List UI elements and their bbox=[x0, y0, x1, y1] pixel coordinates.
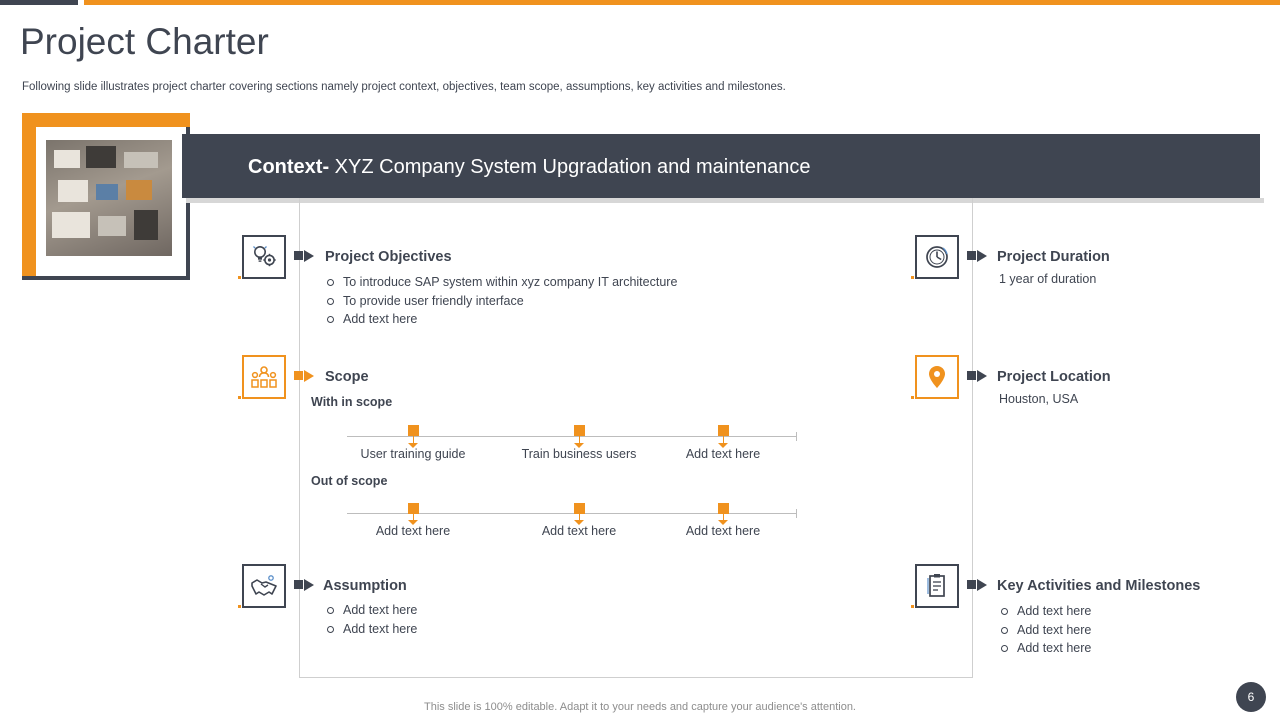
team-desk-photo bbox=[46, 140, 172, 256]
objectives-heading: Project Objectives bbox=[325, 249, 452, 265]
assumption-list bbox=[325, 601, 417, 638]
footer-note: This slide is 100% editable. Adapt it to your needs and capture your audience's attention. bbox=[424, 701, 856, 713]
within-scope-item-label: Train business users bbox=[521, 447, 637, 461]
duration-value: 1 year of duration bbox=[999, 272, 1097, 286]
context-value: XYZ Company System Upgradation and maintenance bbox=[334, 156, 811, 178]
scope-icon-box[interactable] bbox=[242, 355, 286, 399]
list-item: Add text here bbox=[325, 601, 417, 620]
frame-bar-bottom bbox=[22, 276, 190, 280]
team-scope-icon bbox=[250, 364, 278, 390]
page-number-badge: 6 bbox=[1236, 682, 1266, 712]
page-subtitle: Following slide illustrates project charter covering sections namely project context, objectives, team scope, assumptions, key activities and milestones. bbox=[22, 81, 786, 93]
scope-arrow-icon bbox=[294, 370, 314, 382]
assumption-arrow-icon bbox=[294, 579, 314, 591]
photo-frame bbox=[22, 113, 190, 280]
within-scope-timeline bbox=[347, 436, 797, 437]
out-of-scope-item-label: Add text here bbox=[685, 524, 761, 538]
checklist-clipboard-icon bbox=[924, 572, 950, 600]
milestones-heading: Key Activities and Milestones bbox=[997, 578, 1201, 594]
within-scope-node[interactable] bbox=[408, 425, 419, 436]
out-of-scope-node[interactable] bbox=[718, 503, 729, 514]
map-pin-icon bbox=[924, 363, 950, 391]
scope-heading: Scope bbox=[325, 369, 369, 385]
frame-bar-left bbox=[22, 113, 36, 280]
assumption-icon-box[interactable] bbox=[242, 564, 286, 608]
within-scope-timeline-endcap bbox=[796, 432, 797, 441]
list-item: Add text here bbox=[999, 602, 1091, 621]
list-item: Add text here bbox=[999, 639, 1091, 658]
milestones-arrow-icon bbox=[967, 579, 987, 591]
within-scope-item-label: User training guide bbox=[360, 447, 466, 461]
duration-arrow-icon bbox=[967, 250, 987, 262]
list-item: To introduce SAP system within xyz company IT architecture bbox=[325, 273, 677, 292]
top-accent-bar-orange bbox=[84, 0, 1280, 5]
list-item: Add text here bbox=[325, 310, 677, 329]
objectives-icon-box[interactable] bbox=[242, 235, 286, 279]
handshake-icon bbox=[250, 574, 278, 598]
milestones-list bbox=[999, 602, 1091, 658]
location-value: Houston, USA bbox=[999, 392, 1079, 406]
page-title: Project Charter bbox=[20, 21, 269, 62]
context-text bbox=[248, 154, 810, 180]
duration-heading: Project Duration bbox=[997, 249, 1110, 265]
list-item: Add text here bbox=[999, 621, 1091, 640]
clock-icon bbox=[923, 243, 951, 271]
out-of-scope-node[interactable] bbox=[408, 503, 419, 514]
out-of-scope-item-label: Add text here bbox=[541, 524, 617, 538]
lightbulb-gear-icon bbox=[250, 243, 278, 271]
within-scope-node[interactable] bbox=[718, 425, 729, 436]
location-icon-box[interactable] bbox=[915, 355, 959, 399]
context-label: Context- bbox=[248, 156, 330, 178]
objectives-list bbox=[325, 273, 677, 329]
duration-icon-box[interactable] bbox=[915, 235, 959, 279]
objectives-arrow-icon bbox=[294, 250, 314, 262]
location-arrow-icon bbox=[967, 370, 987, 382]
out-of-scope-item-label: Add text here bbox=[375, 524, 451, 538]
within-scope-item-label: Add text here bbox=[685, 447, 761, 461]
list-item: To provide user friendly interface bbox=[325, 292, 677, 311]
list-item: Add text here bbox=[325, 620, 417, 639]
within-scope-label: With in scope bbox=[311, 395, 393, 409]
assumption-heading: Assumption bbox=[323, 578, 407, 594]
milestones-icon-box[interactable] bbox=[915, 564, 959, 608]
out-of-scope-label: Out of scope bbox=[311, 474, 388, 488]
frame-bar-top bbox=[22, 113, 190, 127]
location-heading: Project Location bbox=[997, 369, 1111, 385]
out-of-scope-timeline-endcap bbox=[796, 509, 797, 518]
out-of-scope-node[interactable] bbox=[574, 503, 585, 514]
top-accent-bar-dark bbox=[0, 0, 78, 5]
within-scope-node[interactable] bbox=[574, 425, 585, 436]
